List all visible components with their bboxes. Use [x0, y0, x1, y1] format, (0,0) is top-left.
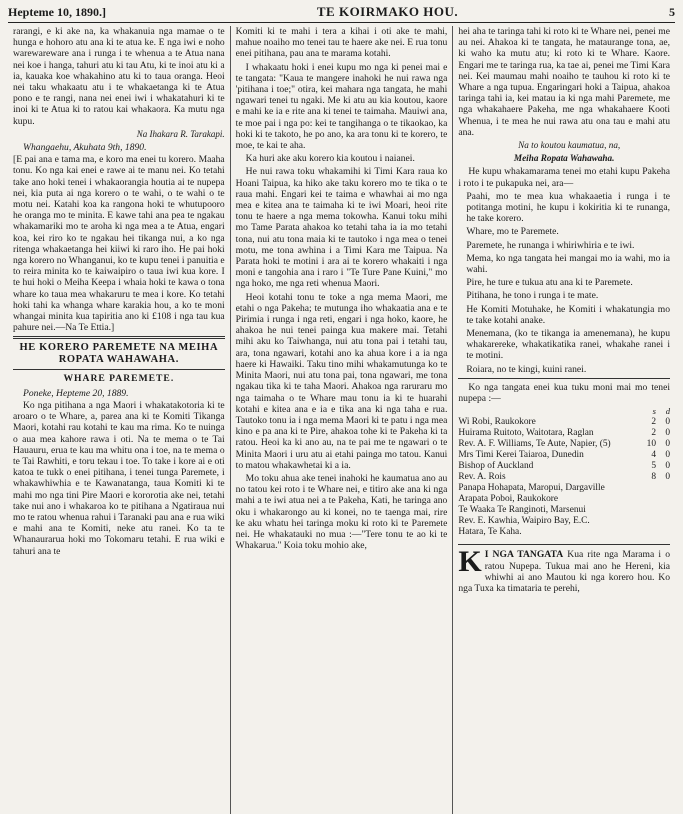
glossary-intro: He kupu whakamarama tenei mo etahi kupu Pakeha i roto i te pukapuka nei, ara—: [458, 166, 671, 189]
author-signature: Meiha Ropata Wahawaha.: [513, 153, 615, 164]
subscriber-pence: 0: [665, 472, 671, 483]
subscriber-shillings: 5: [651, 461, 657, 472]
subscriber-shillings: 2: [651, 428, 657, 439]
subscriber-shillings: [642, 494, 656, 505]
subscriber-pence: [656, 505, 670, 516]
columns: [8, 26, 675, 814]
subscriber-pence: [656, 527, 670, 538]
subscriber-name: Rev. E. Kawhia, Waipiro Bay, E.C.: [458, 516, 590, 527]
glossary-item: Pitihana, he tono i runga i te mate.: [466, 290, 599, 302]
subscriber-shillings: 8: [651, 472, 657, 483]
subscribers-header-row: [458, 406, 670, 417]
article-headline: HE KORERO PAREMETE NA MEIHA ROPATA WAHAWAHA.: [19, 342, 219, 366]
subscriber-row: [458, 494, 670, 505]
subscriber-name: Bishop of Auckland: [458, 461, 534, 472]
subscriber-pence: [656, 483, 670, 494]
glossary-item: He Komiti Motuhake, he Komiti i whakatungia mo te take kotahi anake.: [466, 303, 671, 326]
notice-lead: I NGA TANGATA: [484, 549, 564, 561]
closing-line: Na to koutou kaumatua, na,: [518, 140, 621, 151]
subscription-notice: [458, 544, 670, 594]
column-1: [8, 26, 230, 814]
subscriber-shillings: 2: [651, 417, 657, 428]
subscriber-row: [458, 527, 670, 538]
page-number: 5: [669, 5, 675, 19]
subscriber-shillings: 4: [651, 450, 657, 461]
notice-dropcap: K: [458, 545, 482, 579]
newspaper-title: TE KOIRMAKO HOU.: [316, 4, 459, 19]
subscriber-name: Arapata Poboi, Raukokore: [458, 494, 559, 505]
article-paragraph: I whakaatu hoki i enei kupu mo nga ki penei mai e te tangata: "Kaua te mangere inahoki he nui rawa nga 'pitihana i toe;" otira, kei mahara nga tangata, he mahi ngawari tenei tu ngaki. Me ki atu au kia koutou, kaore e mahi ke ia e rite ana ki tenei te taimaha. Mauiwi ana, te moe pai i nga po: kei te tangihanga o te tikaokao, ka hoki ki te takoto, he po ano, ka ara tonu ki te korero, te moe, te kai te aha.: [235, 61, 448, 152]
subscriber-shillings: [642, 483, 656, 494]
notice-text: Kua rite nga Marama i o ratou Nupepa. Tukua mai ano he Hereni, kia whiwhi ai ano Mautou ki nga korero hou. Ko nga Tuxa ka timataria te perehi,: [458, 549, 671, 594]
column-3: [452, 26, 675, 814]
letter-paragraph: rarangi, e ki ake na, ka whakanuia nga mamae o te hunga e hohoro atu ana ki te atua ke. E nga iwi e noho warewareware ana i runga i te whenua a te Atua nana nei koe i hanga, tahuri atu ki tau Atu, ki te inoi atu ki a ia, kauaka koe whakahino atu ki to taua oranga. Heoi nei taku whakaatu atu i te whakaetanga ki te Atua pono e te rangi, nana nei enei iwi i whakatahuri ki te inoi ki te Atua ki to ratou kai whakaora. Ka mutu nga kupu.: [13, 26, 225, 127]
letter-paragraph: [E pai ana e tama ma, e koro ma enei tu korero. Maaha tonu. Ko nga kai enei e rawe ai te manu nei. Ko tetahi take ano hoki tenei i whakaorangia houtia ai te nupepa nei, kia puta ai nga korero o te wahi, o te wahi o te motu nei. Katahi koa ka rangona hoki te whutupooro he oranga mo te minita. E kawe tahi ana pea te ngakau whakamariki mo te aroha ki nga mea a te Atua, engari koa, kei riro ko te ngakau hei tikanga nui, a ko nga ritenga whakaetanga hei kiiwi ki raro iho. He pai hoki nga korero no Whanganui, ko te kupu tenei i panuitia e to reira minita ko te kaiwaipiro o taua iwi kua kore. I te hui hoki o Meiha Keepa i whaia hoki te kawa o tona whare ko taua mea whakaruru te mea i kore. Ko tetahi hoki tahi ka whanga whare karakia hou, a ko te moni whangai minita kua tapiritia ano ki £108 i nga tau kua pahure nei.—Na Te Ettia.]: [13, 154, 225, 334]
article-paragraph: Ka huri ake aku korero kia koutou i naianei.: [245, 153, 415, 165]
subscriber-name: Te Waaka Te Ranginoti, Marsenui: [458, 505, 586, 516]
shillings-header: s: [652, 406, 657, 417]
subscribers-table: [458, 406, 670, 538]
subscriber-shillings: [642, 505, 656, 516]
subscriber-pence: [656, 516, 670, 527]
article-paragraph: He nui rawa toku whakamihi ki Timi Kara raua ko Hoani Taipua, ka hiko ake taku korero mo te tika o te raua mahi. Engari kei te taima e whawhai ai mo nga mea e kitea ana te taimaha ki te iwi Moari, heoi rite tonu te haere a nga mema tokowha. Kanui toku mihi mo Tame Parata ahakoa ko tetahi taha ia ia mo tetahi tona, nui atu tona maia ki te tautoko i nga mea o tenei motu, me tona awhina i a Timi Kara me Taipua. Na Parata hoki te motini i ara ai te korero whakaiti i nga moni e tangohia ana i raro i "Te Ture Pane Kuini," mo nga hoko, me nga reti whenua Maori.: [235, 166, 448, 290]
column-2: [230, 26, 453, 814]
masthead: [8, 4, 675, 23]
letter-signature: Na Ihakara R. Tarakapi.: [136, 128, 225, 139]
subscriber-row: [458, 450, 670, 461]
subscriber-name: Rev. A. Rois: [458, 472, 506, 483]
subscriber-name: Wi Robi, Raukokore: [458, 417, 536, 428]
glossary-item: Roiara, no te kingi, kuini ranei.: [466, 363, 587, 375]
subscriber-pence: 0: [665, 428, 671, 439]
subscriber-row: [458, 505, 670, 516]
subscriber-row: [458, 417, 670, 428]
glossary-item: Mema, ko nga tangata hei mangai mo ia wahi, mo ia wahi.: [466, 252, 671, 276]
article-paragraph: Ko nga pitihana a nga Maori i whakatakotoria ki te aroaro o te Whare, a, parea ana ki te Komiti Tikanga Maori, kotahi rau kotahi te kau ma rima. Ko te nuinga o aua mea kahore rawa i oti. Na te mema o te Tai Hauauru, erua te kau ma whitu ona i toe, na te mema o te Tai Rawhiti, e toru tekau i toe. To take i kore ai e oti katoa te tukk o enei pitihana, i tenei tunga Paremete, i whakawhiwhia e te Kawanatanga, taua Komiti ki te mahi mo nga tini Pire Maori e kororotia ake nei, tetahi take nui ano i whakaroa ko te pitihana a Ngatiraua nui mo te ratou whenua rahui i Taranaki pau ana e rua wiki e mahi ana te Komiti, neke atu ranei. Ko ta te Whanaurarua hoki mo Tokomaru tetahi. E rua wiki e tahuri ana te: [13, 399, 225, 557]
subscriber-row: [458, 472, 670, 483]
subscriber-name: Rev. A. F. Williams, Te Aute, Napier, (5): [458, 439, 611, 450]
article-subhead: WHARE PAREMETE.: [63, 373, 175, 385]
subscriber-shillings: [642, 516, 656, 527]
glossary-item: Menemana, (ko te tikanga ia amenemana), he kupu whakarereke, whakatikatika ranei, whakahe ranei i te motini.: [466, 328, 671, 362]
subscriber-shillings: 10: [646, 439, 657, 450]
section-divider: [13, 336, 225, 339]
subscriber-row: [458, 428, 670, 439]
pence-header: d: [665, 406, 671, 417]
glossary-item: Paremete, he runanga i whiriwhiria e te iwi.: [466, 239, 635, 251]
glossary-item: Paahi, mo te mea kua whakaaetia i runga i te potitanga motini, he kupu i kokiritia ki te runanga, he take korero.: [466, 190, 671, 225]
section-divider: [458, 378, 670, 379]
subscriber-pence: 0: [665, 439, 671, 450]
subscriber-name: Hatara, Te Kaha.: [458, 527, 522, 538]
section-divider: [13, 369, 225, 370]
subscribers-intro: Ko nga tangata enei kua tuku moni mai mo tenei nupepa :—: [458, 381, 671, 405]
article-paragraph: Heoi kotahi tonu te toke a nga mema Maori, me etahi o nga Pakeha; te mutunga iho whakaatia ana e te Pirimia i runga i nga reti, engari i nga hoko, kaore, he ahakoa he nui tenei painga kua makere mai. Tetahi mihi aku ko Taiwhanga, nui atu tona pai i tetahi tau, ara, tona ngawari, kotahi ano ka ahua kore i a ia nga haere ki Hawaiki. Taku tino mihi whakamutunga ko te Minita Maori, nui atu tona pai, tona ngawari, me tona ngakau tika ki te taha Maori. Ahakoa nga raruraru mo nga taimaha o te Whare mau tonu ia ki te huarahi kotahi e kitea ana e ia e tika ana ki nga taha e rua. Tautoko tonu ia i nga mema Maori ki te patu i nga mea kino e pa ana ki te Pire, ahakoa tohe ki te Pakeha ki ta ratou. Heoi ka ki ano au, na te pai me te ngawari o te Minita Maori i uru atu ai etahi painga mo tatou. Kanui to matou whakawhetai ki a ia.: [235, 291, 448, 471]
subscriber-row: [458, 461, 670, 472]
glossary-item: Whare, mo te Paremete.: [466, 226, 559, 238]
glossary-list: [458, 191, 670, 375]
subscriber-pence: 0: [665, 461, 671, 472]
issue-date: Hepteme 10, 1890.]: [8, 5, 106, 19]
glossary-item: Pire, he ture e tukua atu ana ki te Paremete.: [466, 277, 633, 289]
subscriber-pence: 0: [665, 417, 671, 428]
subscriber-row: [458, 439, 670, 450]
article-paragraph: Komiti ki te mahi i tera a kihai i oti ake te mahi, mahue noaiho mo tenei tau te haere ake nei. E rua tonu enei pitihana, pau ana te marama kotahi.: [235, 26, 448, 60]
subscriber-row: [458, 516, 670, 527]
subscriber-row: [458, 483, 670, 494]
letter-dateline: Whangaehu, Akuhata 9th, 1890.: [23, 142, 147, 154]
subscriber-name: Mrs Timi Kerei Taiaroa, Dunedin: [458, 450, 584, 461]
article-dateline: Poneke, Hepteme 20, 1889.: [23, 387, 129, 399]
subscriber-pence: 0: [665, 450, 671, 461]
subscriber-shillings: [642, 527, 656, 538]
article-paragraph: hei aha te taringa tahi ki roto ki te Whare nei, penei me au nei. Ahakoa ki te tangata, he mataurange tona, ae, ki waho ka mutu atu; ki roto ki te Whare. Kaore. Engari me te taringa rua, ka tae ai, penei me Timi Kara nei. Kei maumau mahi noaiho te tauhou ki roto ki te Whare a nga tupua. Engaringari hoki a Taipua, ahakoa taringa tahi ia, kei matau ia ki nga mahi Paremete, me nga whakahaere Pakeha, me nga whakahaere Kooti Whenua, i te mea he nui rawa atu ona tau e mahi atu ana.: [458, 26, 671, 138]
subscriber-name: Panapa Hohapata, Maropui, Dargaville: [458, 483, 605, 494]
subscriber-pence: [656, 494, 670, 505]
subscriber-name: Huirama Ruitoto, Waitotara, Raglan: [458, 428, 594, 439]
article-paragraph: Mo toku ahua ake tenei inahoki he kaumatua ano au no tatou kei roto i te Whare nei, e titiro ake ana ki nga mahi a te iwi atua nei a te Pakeha, Kati, he taringa ano oku i whakarongo au ki konei, no te taenga mai, rire ke aku whatu hei taringa moku ki roto ki te Paremete nei. He whakatauki no mua :—"Tere tonu te ao ki te Whakarua." Koia toku mohio ake,: [235, 472, 448, 552]
